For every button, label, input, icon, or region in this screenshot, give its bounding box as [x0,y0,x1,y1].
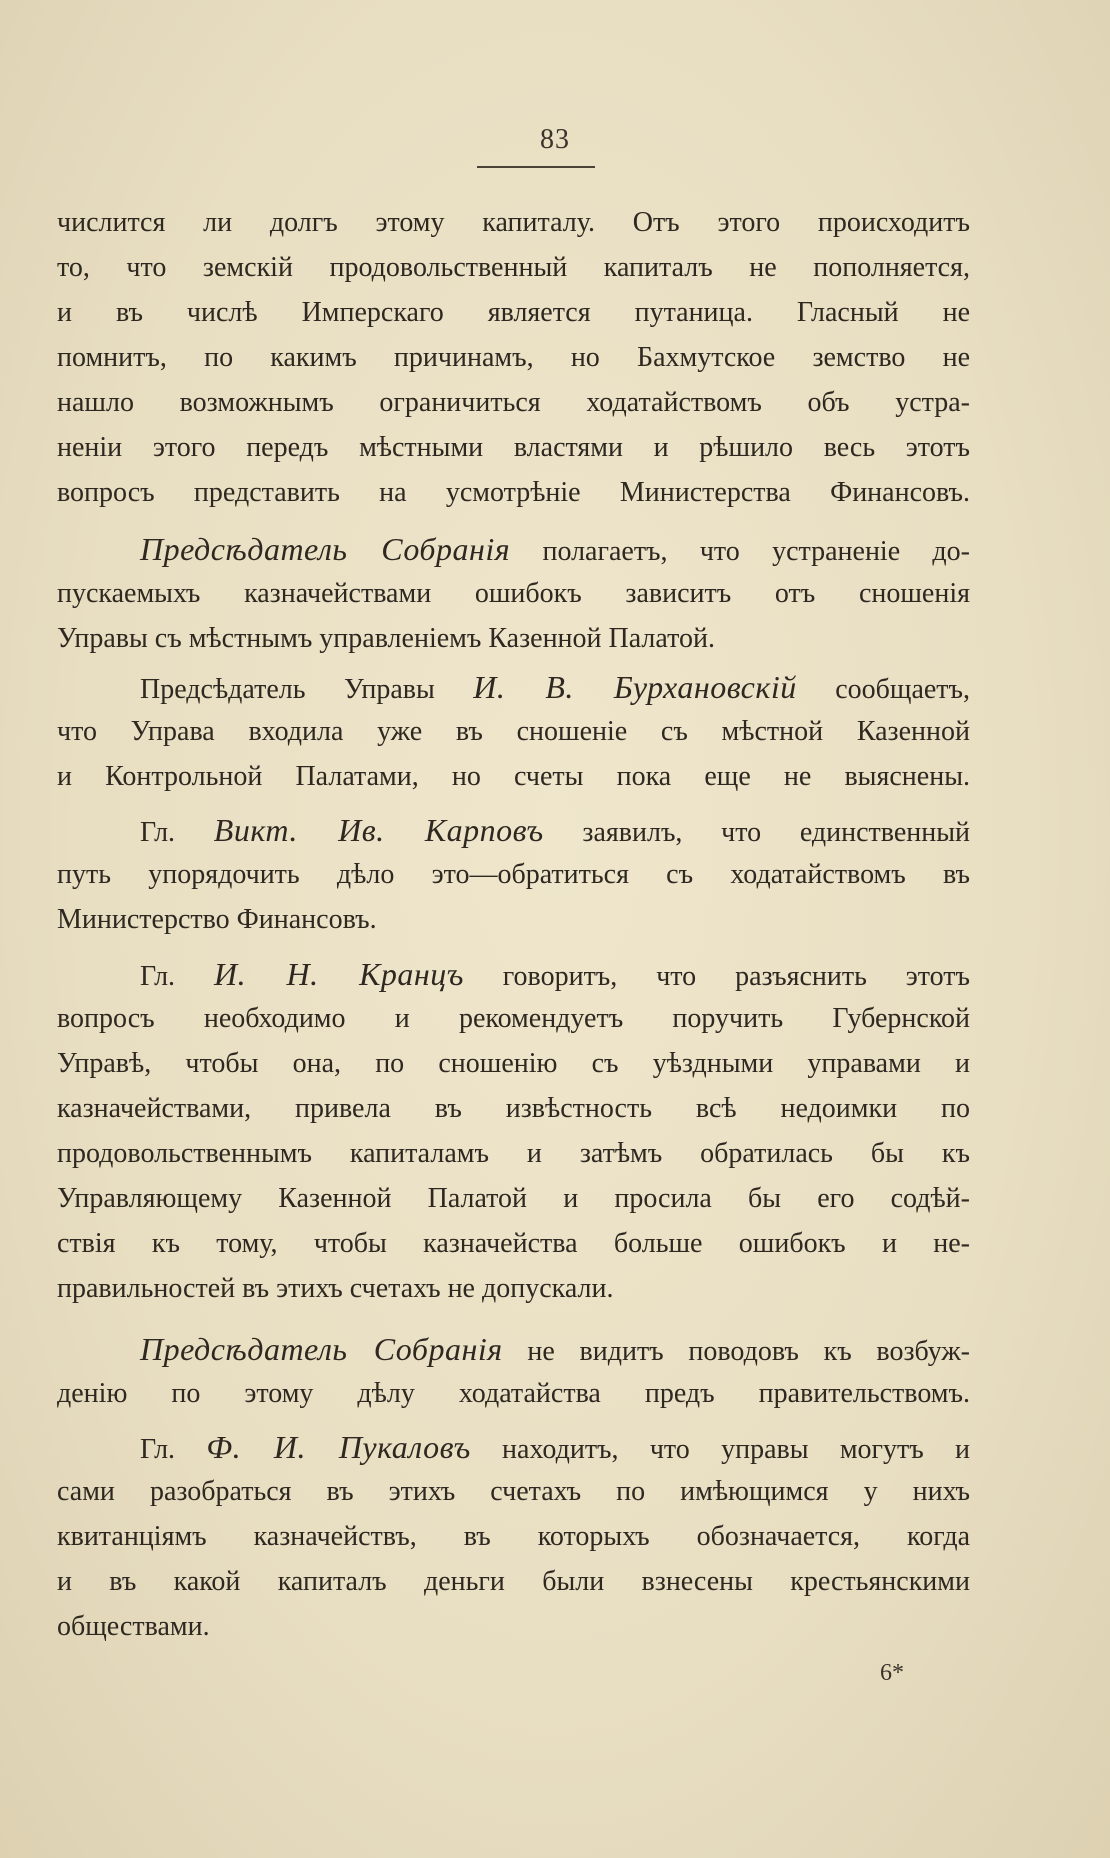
text-fragment: сообщаетъ, [835,674,971,705]
text-line: сами разобраться въ этихъ счетахъ по имѣющимся у нихъ [57,1476,970,1507]
text-line: продовольственнымъ капиталамъ и затѣмъ обратилась бы къ [57,1138,970,1169]
paragraph-first-line [140,1330,970,1368]
signature-mark: 6* [880,1660,904,1686]
speaker-name: Викт. Ив. Карповъ [213,812,544,848]
text-fragment: полагаетъ, что устраненіе до- [542,536,971,567]
text-line: денію по этому дѣлу ходатайства предъ правительствомъ. [57,1378,970,1409]
speaker-prefix: Предсѣдатель Управы [140,674,435,705]
paragraph-first-line [140,668,970,706]
text-line: числится ли долгъ этому капиталу. Отъ этого происходитъ [57,207,970,238]
text-line: казначействами, привела въ извѣстность всѣ недоимки по [57,1093,970,1124]
paragraph-first-line [140,811,970,849]
text-line: вопросъ необходимо и рекомендуетъ поручить Губернской [57,1003,970,1034]
text-line: вопросъ представить на усмотрѣніе Министерства Финансовъ. [57,477,970,508]
text-line: путь упорядочить дѣло это—обратиться съ ходатайствомъ въ [57,859,970,890]
text-line: помнитъ, по какимъ причинамъ, но Бахмутское земство не [57,342,970,373]
text-line: и въ числѣ Имперскаго является путаница. Гласный не [57,297,970,328]
text-line: и Контрольной Палатами, но счеты пока еще не выяснены. [57,761,970,792]
text-line: неніи этого передъ мѣстными властями и рѣшило весь этотъ [57,432,970,463]
text-line: Управы съ мѣстнымъ управленіемъ Казенной Палатой. [57,623,715,654]
text-fragment: говоритъ, что разъяснить этотъ [502,961,971,992]
text-line: обществами. [57,1611,210,1642]
text-line: Министерство Финансовъ. [57,904,377,935]
speaker-prefix: Гл. [140,817,176,848]
speaker-name: Предсѣдатель Собранія [140,1331,503,1367]
text-fragment: не видитъ поводовъ къ возбуж- [527,1336,971,1367]
speaker-name: Ф. И. Пукаловъ [206,1429,471,1465]
text-line: правильностей въ этихъ счетахъ не допускали. [57,1273,614,1304]
text-line: ствія къ тому, чтобы казначейства больше ошибокъ и не- [57,1228,970,1259]
speaker-prefix: Гл. [140,961,176,992]
page-number: 83 [540,124,570,155]
speaker-name: И. Н. Кранцъ [214,956,464,992]
text-line: Управляющему Казенной Палатой и просила бы его содѣй- [57,1183,970,1214]
text-line: пускаемыхъ казначействами ошибокъ зависитъ отъ сношенія [57,578,970,609]
paragraph-first-line [140,1428,970,1466]
paragraph-first-line [140,955,970,993]
page-number-rule [477,166,595,168]
speaker-prefix: Гл. [140,1434,176,1465]
speaker-name: Предсѣдатель Собранія [140,531,511,567]
text-line: и въ какой капиталъ деньги были взнесены крестьянскими [57,1566,970,1597]
text-line: квитанціямъ казначействъ, въ которыхъ обозначается, когда [57,1521,970,1552]
text-line: то, что земскій продовольственный капиталъ не пополняется, [57,252,970,283]
text-line: нашло возможнымъ ограничиться ходатайствомъ объ устра- [57,387,970,418]
text-line: что Управа входила уже въ сношеніе съ мѣстной Казенной [57,716,970,747]
speaker-name: И. В. Бурхановскій [473,669,797,705]
text-line: Управѣ, чтобы она, по сношенію съ уѣздными управами и [57,1048,970,1079]
text-fragment: находитъ, что управы могутъ и [502,1434,971,1465]
text-fragment: заявилъ, что единственный [582,817,971,848]
paragraph-first-line [140,530,970,568]
